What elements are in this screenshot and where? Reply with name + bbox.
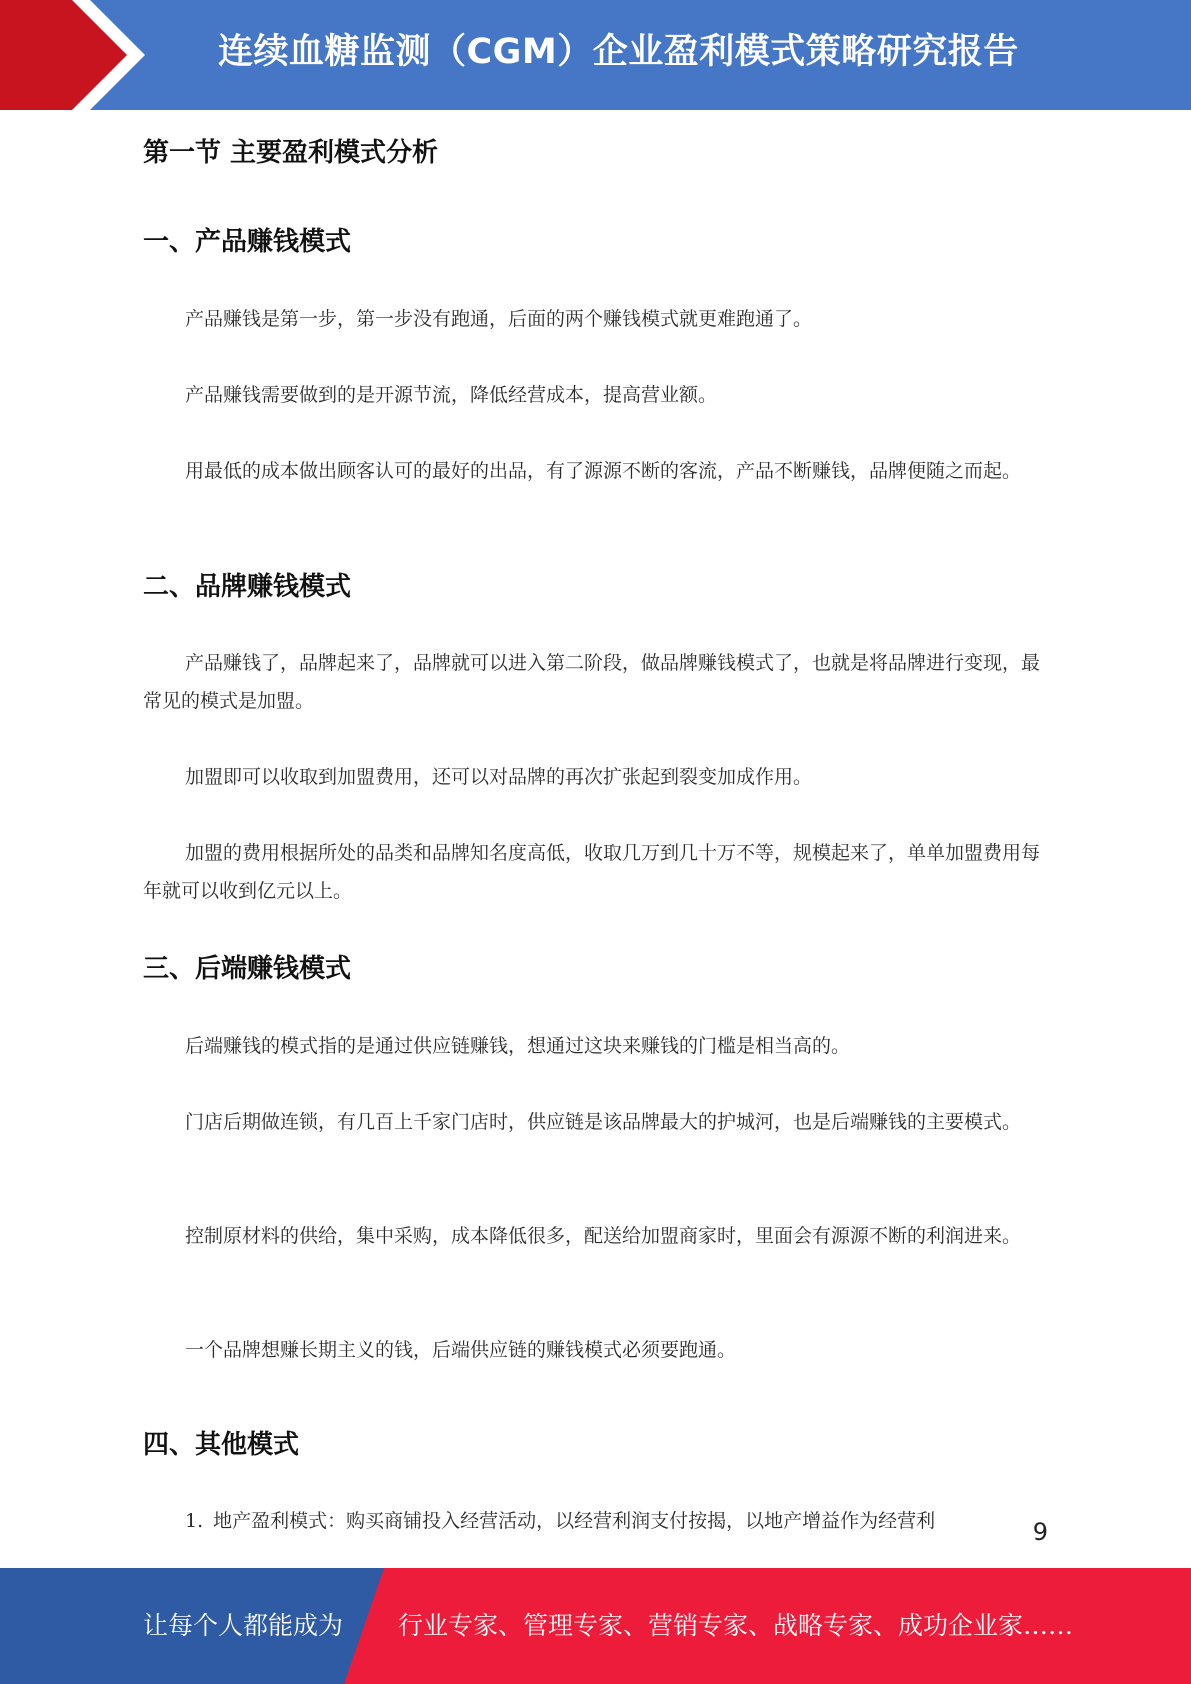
paragraph: 产品赚钱了，品牌起来了，品牌就可以进入第二阶段，做品牌赚钱模式了，也就是将品牌进行变现，最常见的模式是加盟。 xyxy=(143,652,1041,712)
paragraph: 用最低的成本做出顾客认可的最好的出品，有了源源不断的客流，产品不断赚钱，品牌便随之而起。 xyxy=(185,460,1022,482)
document-title: 连续血糖监测（CGM）企业盈利模式策略研究报告 xyxy=(218,32,1019,72)
paragraph: 门店后期做连锁，有几百上千家门店时，供应链是该品牌最大的护城河，也是后端赚钱的主要模式。 xyxy=(185,1111,1022,1133)
paragraph: 一个品牌想赚长期主义的钱，后端供应链的赚钱模式必须要跑通。 xyxy=(185,1339,737,1361)
footer-banner xyxy=(0,1568,1191,1684)
list-item xyxy=(143,1502,1047,1540)
paragraph: 产品赚钱是第一步，第一步没有跑通，后面的两个赚钱模式就更难跑通了。 xyxy=(185,308,813,330)
section-heading: 四、其他模式 xyxy=(143,1430,300,1460)
section-heading: 二、品牌赚钱模式 xyxy=(143,572,352,602)
paragraph: 后端赚钱的模式指的是通过供应链赚钱，想通过这块来赚钱的门槛是相当高的。 xyxy=(185,1035,851,1057)
footer-slogan-right: 行业专家、管理专家、营销专家、战略专家、成功企业家…… xyxy=(398,1611,1074,1640)
paragraph: 产品赚钱需要做到的是开源节流，降低经营成本，提高营业额。 xyxy=(185,384,718,406)
chapter-title: 第一节 主要盈利模式分析 xyxy=(143,138,439,168)
paragraph: 控制原材料的供给，集中采购，成本降低很多，配送给加盟商家时，里面会有源源不断的利润进来。 xyxy=(185,1225,1022,1247)
paragraph: 加盟的费用根据所处的品类和品牌知名度高低，收取几万到几十万不等，规模起来了，单单加盟费用每年就可以收到亿元以上。 xyxy=(143,842,1041,902)
section-heading: 三、后端赚钱模式 xyxy=(143,954,352,984)
paragraph: 加盟即可以收取到加盟费用，还可以对品牌的再次扩张起到裂变加成作用。 xyxy=(185,766,813,788)
page-number: 9 xyxy=(1032,1518,1048,1546)
list-number: 1. xyxy=(185,1510,204,1532)
header-banner xyxy=(0,0,1191,110)
footer-slogan-left: 让每个人都能成为 xyxy=(143,1611,344,1640)
section-heading: 一、产品赚钱模式 xyxy=(143,227,352,257)
list-text: 地产盈利模式：购买商铺投入经营活动，以经营利润支付按揭，以地产增益作为经营利 xyxy=(213,1510,936,1532)
header-arrow-decoration xyxy=(0,0,160,110)
